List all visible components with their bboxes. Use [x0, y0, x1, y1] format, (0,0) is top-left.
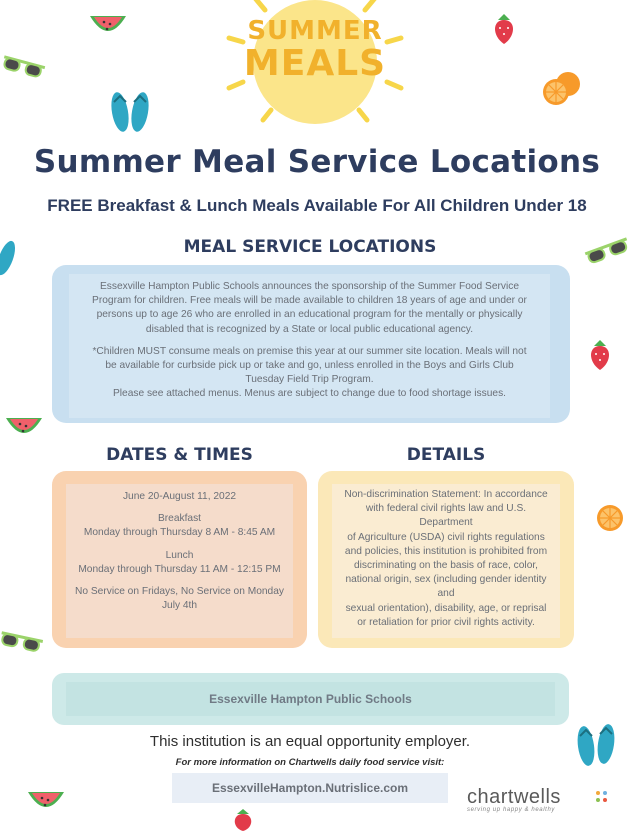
locations-box-inner: [69, 274, 550, 418]
details-heading: DETAILS: [406, 445, 486, 465]
dates-no-service: No Service on Fridays, No Service on Monday July 4th: [75, 586, 284, 612]
org-banner: [52, 673, 569, 725]
strawberry-icon: [488, 10, 520, 46]
sunglasses-icon: [0, 628, 44, 658]
logo-text: [190, 18, 440, 82]
details-text: Non-discrimination Statement: In accordance with federal civil rights law and U.S. Department of Agriculture (USDA) civil rights regulations and policies, this institution is prohibited from discriminating on the basis of race, color, national origin, sex (including gender identity and sexual orientation), disability, age, or reprisal or retaliation for prior civil rights activity.: [344, 489, 548, 628]
page-subtitle: FREE Breakfast & Lunch Meals Available For All Children Under 18: [47, 196, 587, 215]
locations-box: [52, 265, 570, 423]
brand-name: chartwells: [467, 786, 561, 808]
locations-paragraph-1: Essexville Hampton Public Schools announces the sponsorship of the Summer Food Service Program for children. Free meals will be made available to children 18 years of age and under or persons up to age 26 who are enrolled in an educational program for the mentally or physically disabled that is recognized by a State or local public educational agency.: [92, 281, 527, 335]
locations-paragraph-2: *Children MUST consume meals on premise this year at our summer site location. Meals will not be available for curbside pick up or take and go, unless enrolled in the Boys and Girls Club Tuesday Field Trip Program. Please see attached menus. Menus are subject to change due to food shortage issues.: [92, 345, 527, 400]
details-box: [318, 471, 574, 648]
summer-meals-logo: [185, 0, 445, 140]
equal-opportunity-statement: This institution is an equal opportunity employer.: [149, 733, 471, 750]
page-title: Summer Meal Service Locations: [33, 144, 601, 180]
logo-line-1: SUMMER: [247, 16, 383, 46]
watermelon-icon: [2, 412, 46, 446]
details-box-inner: [332, 484, 560, 638]
orange-icon: [588, 500, 628, 536]
dates-lunch: Lunch Monday through Thursday 11 AM - 12:15 PM: [78, 549, 281, 575]
org-name: Essexville Hampton Public Schools: [66, 682, 555, 716]
dates-range: June 20-August 11, 2022: [122, 491, 237, 502]
orange-icon: [540, 70, 584, 110]
sunglasses-icon: [0, 54, 46, 82]
flip-flops-icon: [106, 90, 154, 136]
dots-icon: [595, 790, 609, 804]
dates-heading: DATES & TIMES: [106, 445, 253, 465]
watermelon-icon: [86, 6, 130, 40]
brand-tagline: serving up happy & healthy: [467, 807, 555, 813]
dates-box: [52, 471, 307, 648]
more-info-text: For more information on Chartwells daily food service visit:: [175, 757, 445, 768]
dates-breakfast: Breakfast Monday through Thursday 8 AM - 8:45 AM: [83, 513, 276, 539]
locations-heading: MEAL SERVICE LOCATIONS: [183, 237, 437, 257]
chartwells-logo: [467, 786, 627, 813]
watermelon-icon: [24, 786, 68, 820]
strawberry-icon: [228, 808, 258, 831]
dates-box-inner: [66, 484, 293, 638]
nutrislice-link[interactable]: EssexvilleHampton.Nutrislice.com: [172, 773, 448, 803]
logo-line-2: MEALS: [243, 43, 387, 84]
strawberry-icon: [584, 336, 616, 372]
